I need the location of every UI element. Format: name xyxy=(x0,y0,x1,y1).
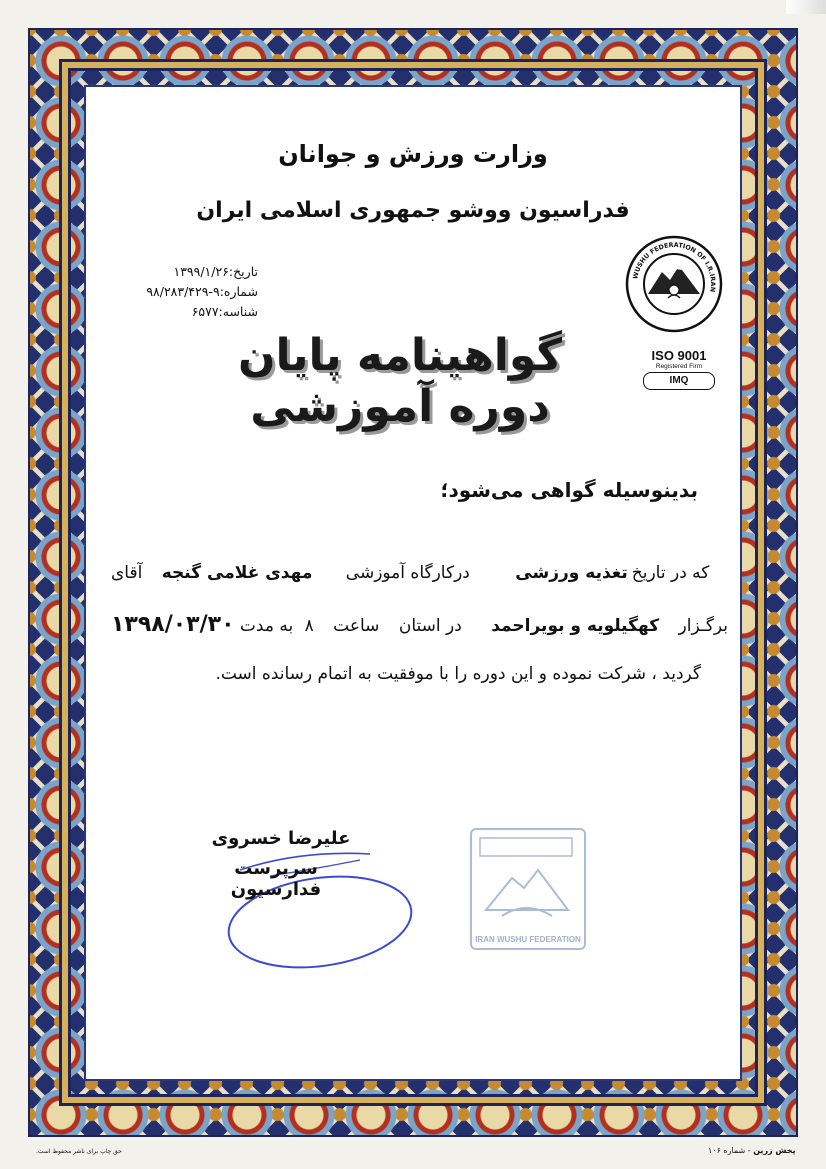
scan-edge xyxy=(786,0,826,14)
stamp-label: IRAN WUSHU FEDERATION xyxy=(475,935,581,944)
course-name: تغذیه ورزشی xyxy=(515,563,628,583)
reference-block xyxy=(128,262,258,322)
date-intro-text: که در تاریخ xyxy=(631,563,710,583)
imq-badge: IMQ xyxy=(643,372,715,390)
stamp-emblem-icon xyxy=(472,830,580,926)
footer-copyright: حق چاپ برای ناشر محفوظ است. xyxy=(36,1148,122,1155)
iso-title: ISO 9001 xyxy=(651,348,707,363)
date-value: ۱۳۹۹/۱/۲۶ xyxy=(173,264,229,279)
signer-name: علیرضا خسروی xyxy=(211,828,351,849)
id-line xyxy=(128,302,258,322)
province-name: کهگیلویه و بویراحمد xyxy=(491,616,660,636)
workshop-text: درکارگاه آموزشی xyxy=(345,563,470,583)
logo-ring-text-en: WUSHU FEDERATION OF I.R.IRAN xyxy=(631,240,718,293)
id-label: شناسه: xyxy=(218,304,258,319)
ministry-title: وزارت ورزش و جوانان xyxy=(278,140,548,168)
wushu-federation-logo-icon xyxy=(624,234,724,334)
publisher-number: - شماره ۱۰۶ xyxy=(708,1146,751,1155)
id-value: ۶۵۷۷ xyxy=(191,304,219,319)
body-line-1 xyxy=(111,563,710,583)
held-text: برگـزار xyxy=(678,616,729,636)
official-stamp xyxy=(470,828,586,950)
body-line-3: گردید ، شرکت نموده و این دوره را با موفقیت به اتمام رسانده است. xyxy=(215,664,701,684)
number-value: ۹-۹۸/۲۸۳/۴۲۹ xyxy=(146,284,220,299)
duration-text: به مدت xyxy=(239,616,294,636)
hours-text: ساعت xyxy=(333,616,380,636)
publisher-brand: پخش زرین xyxy=(753,1146,796,1155)
number-label: شماره: xyxy=(219,284,258,299)
body-line-2 xyxy=(111,612,729,637)
iso-certification xyxy=(636,348,722,390)
honorific: آقای xyxy=(111,563,143,583)
date-label: تاریخ: xyxy=(228,264,258,279)
course-date: ۱۳۹۸/۰۳/۳۰ xyxy=(111,612,235,637)
federation-title: فدراسیون ووشو جمهوری اسلامی ایران xyxy=(196,198,630,223)
recipient-name: مهدی غلامی گنجه xyxy=(161,563,313,583)
certification-heading: بدینوسیله گواهی می‌شود؛ xyxy=(440,478,698,502)
date-line xyxy=(128,262,258,282)
certificate-title: گواهینامه پایان دوره آموزشی xyxy=(237,330,563,432)
province-text: در استان xyxy=(398,616,462,636)
course-hours: ۸ xyxy=(304,616,314,636)
footer-publisher xyxy=(708,1146,796,1155)
iso-subtitle: Registered Firm xyxy=(655,363,703,370)
signer-title: سرپرست فدارسیون xyxy=(230,858,322,900)
number-line xyxy=(128,282,258,302)
